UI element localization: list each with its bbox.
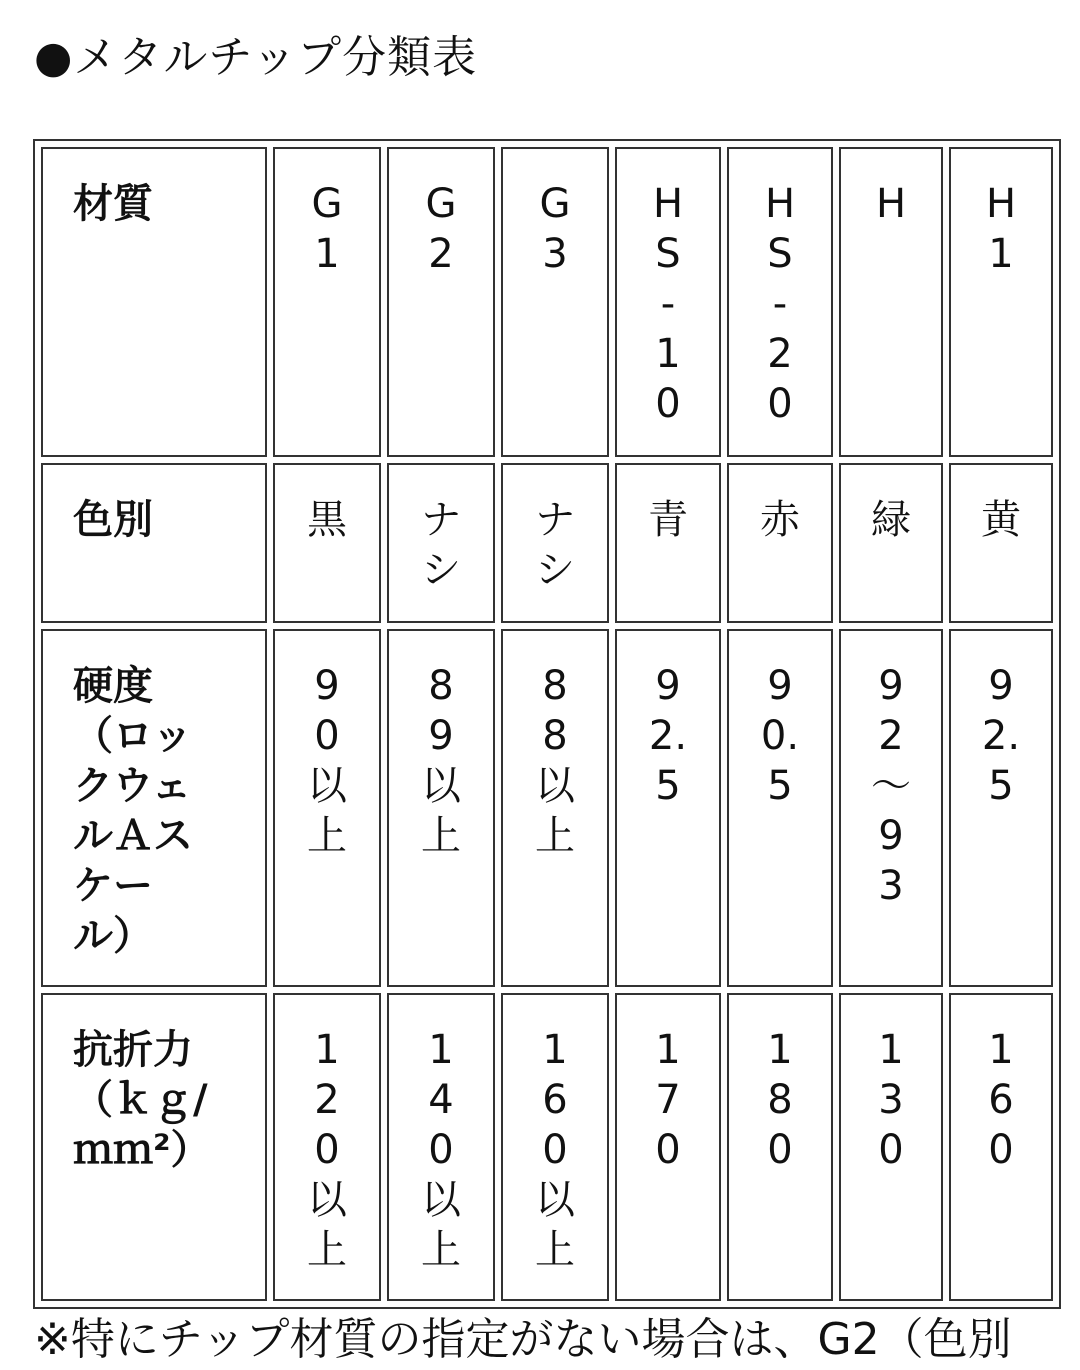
cell-value: 赤 [760, 497, 800, 543]
table-cell [949, 629, 1053, 987]
table-cell [615, 463, 721, 623]
page-title: ●メタルチップ分類表 [34, 32, 478, 83]
table-cell [615, 993, 721, 1301]
cell-value: 8 8 以 上 [535, 663, 575, 859]
cell-value: 青 [648, 497, 688, 543]
table-cell [273, 993, 381, 1301]
row-transverse-strength [41, 993, 1053, 1301]
table-cell [501, 993, 609, 1301]
table-cell [839, 993, 943, 1301]
row-label-line: ｍｍ²） [73, 1127, 211, 1173]
cell-value: H S - 1 0 [652, 181, 684, 427]
table-cell [839, 463, 943, 623]
table-cell [727, 629, 833, 987]
row-label-line: ルＡス [73, 813, 193, 859]
table-cell [727, 993, 833, 1301]
cell-value: G 1 [311, 181, 343, 277]
table-cell [273, 147, 381, 457]
table-cell [949, 147, 1053, 457]
table-cell [387, 993, 495, 1301]
table-cell [273, 463, 381, 623]
row-material [41, 147, 1053, 457]
cell-value: H S - 2 0 [764, 181, 796, 427]
cell-value: G 3 [539, 181, 571, 277]
row-label-line: ル） [73, 913, 153, 959]
table-cell [387, 147, 495, 457]
row-label-line: 材質 [73, 181, 153, 227]
table-body [41, 147, 1053, 1301]
cell-value: 1 6 0 以 上 [535, 1027, 575, 1273]
row-label [41, 993, 267, 1301]
table-cell [727, 147, 833, 457]
cell-value: 9 0. 5 [760, 663, 800, 809]
cell-value: H [875, 181, 907, 227]
table-cell [501, 147, 609, 457]
table-cell [949, 993, 1053, 1301]
cell-value: 9 2. 5 [981, 663, 1021, 809]
cell-value: 黒 [307, 497, 347, 543]
table-cell [615, 629, 721, 987]
cell-value: 黄 [981, 497, 1021, 543]
row-color [41, 463, 1053, 623]
table-cell [501, 463, 609, 623]
cell-value: 緑 [871, 497, 911, 543]
cell-value: ナ シ [421, 497, 461, 593]
table-cell [273, 629, 381, 987]
cell-value: 9 2. 5 [648, 663, 688, 809]
footnote: ※特にチップ材質の指定がない場合は、G2（色別 [34, 1314, 1012, 1365]
cell-value: H 1 [985, 181, 1017, 277]
metal-chip-classification-table [33, 139, 1061, 1309]
row-label [41, 147, 267, 457]
cell-value: 9 0 以 上 [307, 663, 347, 859]
table-cell [839, 147, 943, 457]
cell-value: 1 4 0 以 上 [421, 1027, 461, 1273]
row-label-line: （ｋｇ/ [73, 1077, 208, 1123]
cell-value: G 2 [425, 181, 457, 277]
table-cell [839, 629, 943, 987]
cell-value: 1 2 0 以 上 [307, 1027, 347, 1273]
table-cell [387, 463, 495, 623]
row-label-line: 硬度 [73, 663, 153, 709]
table-cell [615, 147, 721, 457]
row-label-line: 色別 [73, 497, 153, 543]
cell-value: ナ シ [535, 497, 575, 593]
cell-value: 1 3 0 [878, 1027, 904, 1173]
row-label [41, 629, 267, 987]
row-label-line: クウェ [73, 763, 192, 809]
row-label-line: 抗折力 [73, 1027, 193, 1073]
cell-value: 8 9 以 上 [421, 663, 461, 859]
row-label-line: （ロッ [73, 713, 193, 759]
cell-value: 1 7 0 [655, 1027, 681, 1173]
table-cell [501, 629, 609, 987]
row-label [41, 463, 267, 623]
row-hardness [41, 629, 1053, 987]
cell-value: 9 2 ～ 9 3 [871, 663, 911, 909]
cell-value: 1 6 0 [988, 1027, 1014, 1173]
table-cell [387, 629, 495, 987]
table-cell [949, 463, 1053, 623]
cell-value: 1 8 0 [767, 1027, 793, 1173]
table-cell [727, 463, 833, 623]
row-label-line: ケー [73, 863, 153, 909]
